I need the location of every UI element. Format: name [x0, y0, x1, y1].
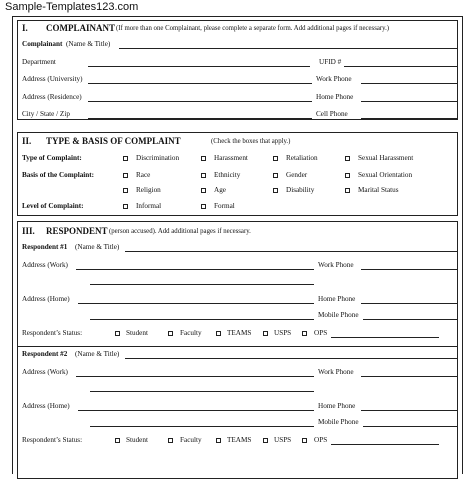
r1-option-ops: OPS — [314, 329, 328, 337]
respondent-1-name-field[interactable] — [125, 251, 458, 252]
option-age: Age — [214, 186, 226, 194]
respondent-2-label: Respondent #2 — [22, 350, 68, 358]
checkbox-marital-status[interactable] — [345, 188, 350, 193]
checkbox-r2-student[interactable] — [115, 438, 120, 443]
respondent-2-name-field[interactable] — [125, 358, 458, 359]
r1-option-usps: USPS — [274, 329, 292, 337]
respondent-2-address-work-label: Address (Work) — [22, 368, 68, 376]
option-retaliation: Retaliation — [286, 154, 318, 162]
section-title: COMPLAINANT — [46, 23, 115, 33]
complainant-label: Complainant — [22, 40, 63, 48]
section-number: II. — [22, 136, 32, 146]
checkbox-r1-ops[interactable] — [302, 331, 307, 336]
ufid-label: UFID # — [319, 58, 342, 66]
respondent-1-label: Respondent #1 — [22, 243, 68, 251]
checkbox-r1-usps[interactable] — [263, 331, 268, 336]
checkbox-formal[interactable] — [201, 204, 206, 209]
checkbox-r2-faculty[interactable] — [168, 438, 173, 443]
respondent-1-home-phone-field[interactable] — [361, 303, 458, 304]
respondent-2-address-work-field[interactable] — [76, 376, 314, 377]
respondent-1-mobile-phone-field[interactable] — [363, 319, 458, 320]
respondent-2-address-home-label: Address (Home) — [22, 402, 70, 410]
respondent-2-ops-field[interactable] — [331, 444, 439, 445]
complainant-name-field[interactable] — [119, 48, 458, 49]
complaint-form — [12, 16, 463, 474]
respondent-1-address-home-line-2[interactable] — [90, 319, 314, 320]
basis-of-complaint-label: Basis of the Complaint: — [22, 171, 95, 179]
respondent-1-address-home-field[interactable] — [78, 303, 314, 304]
option-marital-status: Marital Status — [358, 186, 399, 194]
address-university-label: Address (University) — [22, 75, 83, 83]
checkbox-informal[interactable] — [123, 204, 128, 209]
checkbox-harassment[interactable] — [201, 156, 206, 161]
respondent-1-address-work-label: Address (Work) — [22, 261, 68, 269]
r2-option-teams: TEAMS — [227, 436, 252, 444]
r2-option-ops: OPS — [314, 436, 328, 444]
section-number: III. — [22, 226, 35, 236]
respondent-2-address-home-field[interactable] — [78, 410, 314, 411]
department-field[interactable] — [88, 66, 310, 67]
checkbox-discrimination[interactable] — [123, 156, 128, 161]
home-phone-field[interactable] — [361, 101, 458, 102]
checkbox-r2-ops[interactable] — [302, 438, 307, 443]
respondent-1-status-label: Respondent’s Status: — [22, 329, 83, 337]
ufid-field[interactable] — [344, 66, 458, 67]
address-residence-field[interactable] — [88, 101, 312, 102]
checkbox-r1-student[interactable] — [115, 331, 120, 336]
section-title: RESPONDENT — [46, 226, 108, 236]
r1-option-teams: TEAMS — [227, 329, 252, 337]
respondent-2-address-work-line-2[interactable] — [90, 391, 314, 392]
option-sexual-orientation: Sexual Orientation — [358, 171, 413, 179]
respondent-1-address-work-field[interactable] — [76, 269, 314, 270]
respondent-2-mobile-phone-field[interactable] — [363, 426, 458, 427]
section-complainant — [17, 20, 458, 120]
respondent-1-ops-field[interactable] — [331, 337, 439, 338]
home-phone-label: Home Phone — [316, 93, 354, 101]
work-phone-field[interactable] — [361, 83, 458, 84]
option-race: Race — [136, 171, 151, 179]
r1-option-student: Student — [126, 329, 148, 337]
r2-option-usps: USPS — [274, 436, 292, 444]
respondent-1-address-home-label: Address (Home) — [22, 295, 70, 303]
respondent-1-work-phone-label: Work Phone — [318, 261, 354, 269]
respondent-1-work-phone-field[interactable] — [361, 269, 458, 270]
section-respondent — [17, 221, 458, 479]
checkbox-gender[interactable] — [273, 173, 278, 178]
checkbox-race[interactable] — [123, 173, 128, 178]
city-state-zip-label: City / State / Zip — [22, 110, 70, 118]
respondent-2-work-phone-label: Work Phone — [318, 368, 354, 376]
section-type-basis — [17, 132, 458, 216]
cell-phone-field[interactable] — [361, 118, 458, 119]
type-of-complaint-label: Type of Complaint: — [22, 154, 82, 162]
respondent-2-name-title-label: (Name & Title) — [75, 350, 120, 358]
respondent-1-address-work-line-2[interactable] — [90, 284, 314, 285]
section-note: (If more than one Complainant, please complete a separate form. Add additional pages if necessary.) — [116, 24, 390, 32]
address-residence-label: Address (Residence) — [22, 93, 82, 101]
respondent-2-status-label: Respondent’s Status: — [22, 436, 83, 444]
checkbox-sexual-harassment[interactable] — [345, 156, 350, 161]
option-religion: Religion — [136, 186, 161, 194]
city-state-zip-field[interactable] — [88, 118, 312, 119]
checkbox-r2-teams[interactable] — [216, 438, 221, 443]
department-label: Department — [22, 58, 56, 66]
r2-option-student: Student — [126, 436, 148, 444]
respondent-1-mobile-phone-label: Mobile Phone — [318, 311, 359, 319]
option-harassment: Harassment — [214, 154, 248, 162]
respondent-2-mobile-phone-label: Mobile Phone — [318, 418, 359, 426]
checkbox-religion[interactable] — [123, 188, 128, 193]
respondent-1-home-phone-label: Home Phone — [318, 295, 356, 303]
section-number: I. — [22, 23, 28, 33]
option-disability: Disability — [286, 186, 315, 194]
section-note: (person accused). Add additional pages if necessary. — [109, 227, 251, 235]
checkbox-disability[interactable] — [273, 188, 278, 193]
respondent-2-work-phone-field[interactable] — [361, 376, 458, 377]
checkbox-r1-teams[interactable] — [216, 331, 221, 336]
checkbox-retaliation[interactable] — [273, 156, 278, 161]
watermark-text: Sample-Templates123.com — [5, 1, 139, 13]
address-university-field[interactable] — [88, 83, 312, 84]
section-title: TYPE & BASIS OF COMPLAINT — [46, 136, 181, 146]
option-gender: Gender — [286, 171, 308, 179]
section-note: (Check the boxes that apply.) — [211, 137, 291, 145]
checkbox-r1-faculty[interactable] — [168, 331, 173, 336]
respondent-2-address-home-line-2[interactable] — [90, 426, 314, 427]
checkbox-sexual-orientation[interactable] — [345, 173, 350, 178]
option-discrimination: Discrimination — [136, 154, 180, 162]
complainant-sub-label: (Name & Title) — [66, 40, 111, 48]
respondent-1-name-title-label: (Name & Title) — [75, 243, 120, 251]
work-phone-label: Work Phone — [316, 75, 352, 83]
respondent-divider — [18, 346, 457, 347]
r2-option-faculty: Faculty — [180, 436, 202, 444]
checkbox-age[interactable] — [201, 188, 206, 193]
checkbox-ethnicity[interactable] — [201, 173, 206, 178]
r1-option-faculty: Faculty — [180, 329, 202, 337]
cell-phone-label: Cell Phone — [316, 110, 348, 118]
option-informal: Informal — [136, 202, 162, 210]
level-of-complaint-label: Level of Complaint: — [22, 202, 84, 210]
option-ethnicity: Ethnicity — [214, 171, 241, 179]
respondent-2-home-phone-field[interactable] — [361, 410, 458, 411]
checkbox-r2-usps[interactable] — [263, 438, 268, 443]
option-formal: Formal — [214, 202, 235, 210]
respondent-2-home-phone-label: Home Phone — [318, 402, 356, 410]
option-sexual-harassment: Sexual Harassment — [358, 154, 414, 162]
